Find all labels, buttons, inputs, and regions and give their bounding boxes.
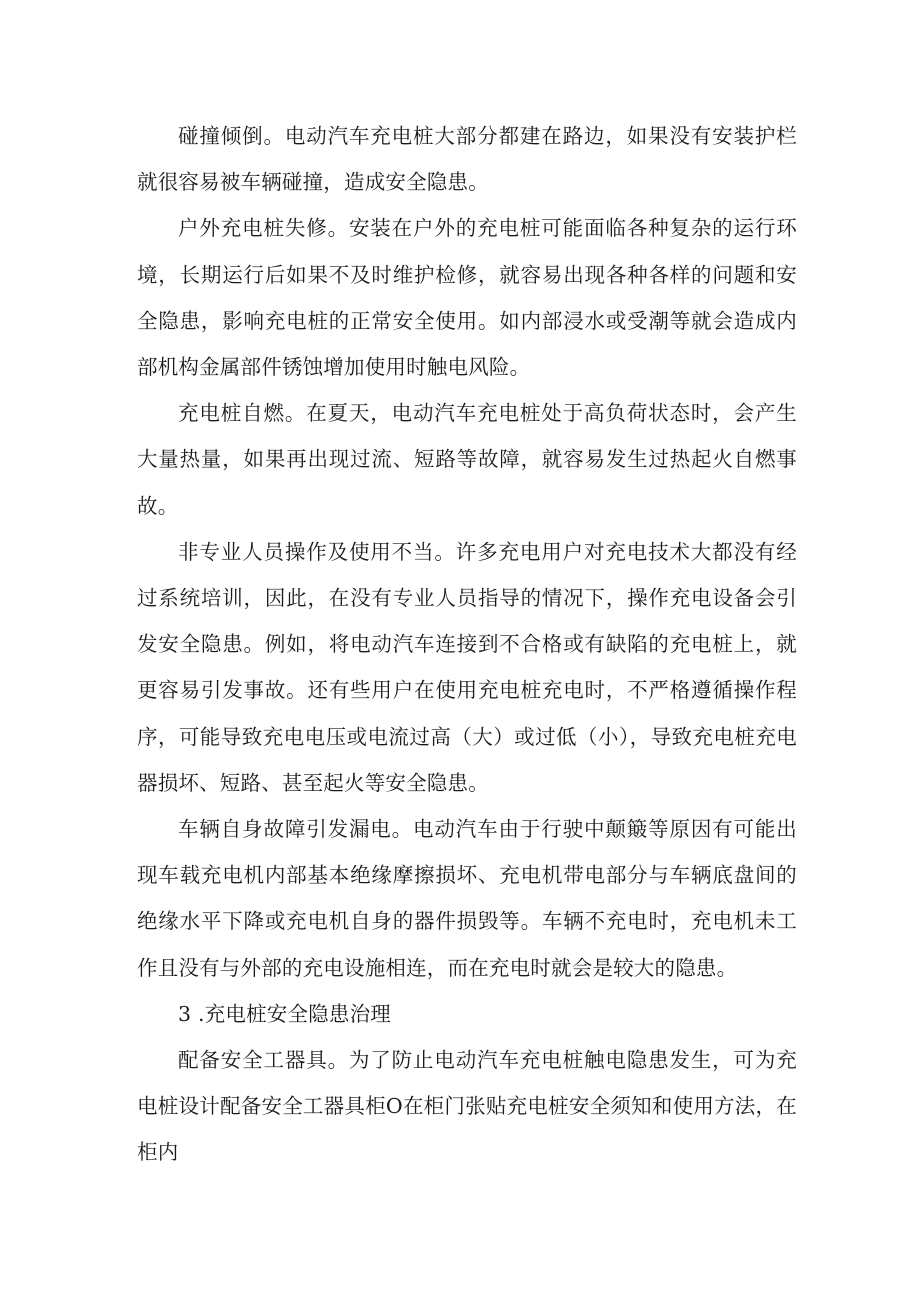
paragraph-improper-operation: 非专业人员操作及使用不当。许多充电用户对充电技术大都没有经过系统培训，因此，在没有专业人员指导的情况下，操作充电设备会引发安全隐患。例如，将电动汽车连接到不合格或有缺陷的充电桩上，就更容易引发事故。还有些用户在使用充电桩充电时，不严格遵循操作程序，可能导致充电电压或电流过高（大）或过低（小），导致充电桩充电器损坏、短路、甚至起火等安全隐患。: [137, 539, 797, 795]
paragraph-self-ignition: 充电桩自燃。在夏天，电动汽车充电桩处于高负荷状态时，会产生大量热量，如果再出现过流、短路等故障，就容易发生过热起火自燃事故。: [137, 401, 797, 518]
paragraph-outdoor-disrepair: 户外充电桩失修。安装在户外的充电桩可能面临各种复杂的运行环境，长期运行后如果不及时维护检修，就容易出现各种各样的问题和安全隐患，影响充电桩的正常安全使用。如内部浸水或受潮等就会造成内部机构金属部件锈蚀增加使用时触电风险。: [137, 216, 797, 380]
document-body: [137, 113, 797, 1176]
paragraph-safety-tools: 配备安全工器具。为了防止电动汽车充电桩触电隐患发生，可为充电桩设计配备安全工器具柜O在柜门张贴充电桩安全须知和使用方法，在柜内: [137, 1048, 797, 1165]
paragraph-vehicle-leakage: 车辆自身故障引发漏电。电动汽车由于行驶中颠簸等原因有可能出现车载充电机内部基本绝缘摩擦损坏、充电机带电部分与车辆底盘间的绝缘水平下降或充电机自身的器件损毁等。车辆不充电时，充电机未工作且没有与外部的充电设施相连，而在充电时就会是较大的隐患。: [137, 817, 797, 980]
section-heading: 3 .充电桩安全隐患治理: [178, 1001, 391, 1026]
paragraph-collision: 碰撞倾倒。电动汽车充电桩大部分都建在路边，如果没有安装护栏就很容易被车辆碰撞，造成安全隐患。: [137, 124, 797, 195]
